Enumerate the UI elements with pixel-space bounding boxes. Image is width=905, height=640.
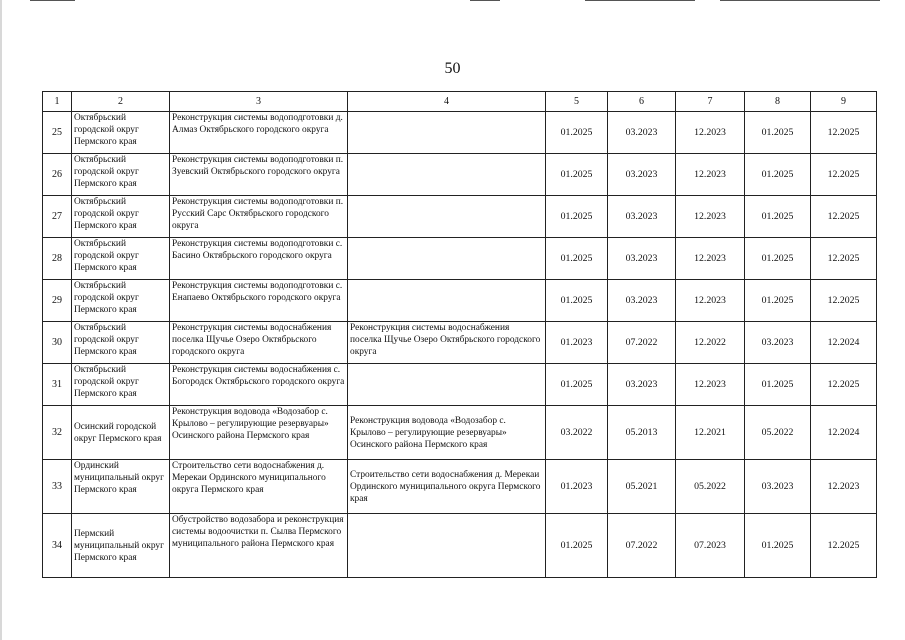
table-row	[43, 406, 877, 460]
document-table	[42, 91, 877, 578]
row-number: 32	[43, 406, 72, 460]
row-number: 34	[43, 514, 72, 578]
project-cell	[348, 196, 546, 238]
date-cell: 07.2022	[608, 514, 676, 578]
date-cell: 01.2025	[745, 154, 811, 196]
date-cell: 03.2023	[745, 460, 811, 514]
row-number: 28	[43, 238, 72, 280]
date-cell: 01.2025	[546, 364, 608, 406]
date-cell: 03.2023	[745, 322, 811, 364]
table-row	[43, 154, 877, 196]
date-cell: 12.2023	[676, 196, 745, 238]
row-number: 26	[43, 154, 72, 196]
date-cell: 01.2025	[546, 196, 608, 238]
date-cell: 05.2013	[608, 406, 676, 460]
date-cell: 12.2024	[811, 406, 877, 460]
date-cell: 12.2025	[811, 196, 877, 238]
date-cell: 01.2025	[546, 154, 608, 196]
object-cell: Реконструкция системы водоподготовки п. Русский Сарс Октябрьского городского округа	[170, 196, 348, 238]
top-rule	[30, 0, 75, 1]
column-header: 6	[608, 92, 676, 112]
municipality-cell: Пермский муниципальный округ Пермского края	[72, 514, 170, 578]
object-cell: Строительство сети водоснабжения д. Мерекаи Ординского муниципального округа Пермского края	[170, 460, 348, 514]
municipality-cell: Октябрьский городской округ Пермского края	[72, 196, 170, 238]
date-cell: 12.2025	[811, 112, 877, 154]
column-header: 9	[811, 92, 877, 112]
date-cell: 03.2023	[608, 238, 676, 280]
date-cell: 01.2023	[546, 322, 608, 364]
column-header: 2	[72, 92, 170, 112]
table-row	[43, 238, 877, 280]
municipality-cell: Октябрьский городской округ Пермского края	[72, 322, 170, 364]
date-cell: 12.2022	[676, 322, 745, 364]
table-row	[43, 322, 877, 364]
municipality-cell: Октябрьский городской округ Пермского края	[72, 238, 170, 280]
object-cell: Реконструкция системы водоподготовки п. Зуевский Октябрьского городского округа	[170, 154, 348, 196]
municipality-cell: Ординский муниципальный округ Пермского края	[72, 460, 170, 514]
header-row	[43, 92, 877, 112]
date-cell: 12.2025	[811, 238, 877, 280]
table-row	[43, 280, 877, 322]
date-cell: 12.2025	[811, 364, 877, 406]
date-cell: 01.2025	[745, 238, 811, 280]
page-edge-shadow	[0, 0, 2, 640]
row-number: 33	[43, 460, 72, 514]
date-cell: 12.2024	[811, 322, 877, 364]
date-cell: 01.2025	[546, 238, 608, 280]
page-number: 50	[444, 60, 461, 77]
table-row	[43, 514, 877, 578]
table-row	[43, 112, 877, 154]
date-cell: 01.2025	[546, 280, 608, 322]
date-cell: 07.2023	[676, 514, 745, 578]
date-cell: 01.2025	[745, 364, 811, 406]
date-cell: 12.2025	[811, 280, 877, 322]
project-cell	[348, 364, 546, 406]
object-cell: Обустройство водозабора и реконструкция системы водоочистки п. Сылва Пермского муниципального района Пермского края	[170, 514, 348, 578]
project-cell	[348, 154, 546, 196]
object-cell: Реконструкция системы водоснабжения с. Богородск Октябрьского городского округа	[170, 364, 348, 406]
column-header: 3	[170, 92, 348, 112]
top-rule	[720, 0, 880, 1]
municipality-cell: Октябрьский городской округ Пермского края	[72, 112, 170, 154]
table-row	[43, 364, 877, 406]
date-cell: 03.2023	[608, 364, 676, 406]
date-cell: 01.2023	[546, 460, 608, 514]
date-cell: 01.2025	[745, 196, 811, 238]
object-cell: Реконструкция системы водоподготовки с. Басино Октябрьского городского округа	[170, 238, 348, 280]
row-number: 25	[43, 112, 72, 154]
project-cell	[348, 238, 546, 280]
column-header: 7	[676, 92, 745, 112]
top-rule	[470, 0, 500, 1]
date-cell: 12.2023	[676, 112, 745, 154]
object-cell: Реконструкция системы водоподготовки с. Енапаево Октябрьского городского округа	[170, 280, 348, 322]
project-cell	[348, 514, 546, 578]
table-row	[43, 196, 877, 238]
object-cell: Реконструкция водовода «Водозабор с. Крылово – регулирующие резервуары» Осинского района Пермского края	[170, 406, 348, 460]
column-header: 5	[546, 92, 608, 112]
row-number: 29	[43, 280, 72, 322]
date-cell: 03.2023	[608, 280, 676, 322]
row-number: 27	[43, 196, 72, 238]
object-cell: Реконструкция системы водоснабжения поселка Щучье Озеро Октябрьского городского округа	[170, 322, 348, 364]
date-cell: 12.2021	[676, 406, 745, 460]
date-cell: 01.2025	[745, 280, 811, 322]
date-cell: 01.2025	[546, 514, 608, 578]
municipality-cell: Октябрьский городской округ Пермского края	[72, 364, 170, 406]
column-header: 8	[745, 92, 811, 112]
date-cell: 03.2023	[608, 112, 676, 154]
table-row	[43, 460, 877, 514]
date-cell: 12.2025	[811, 154, 877, 196]
project-cell	[348, 112, 546, 154]
date-cell: 05.2021	[608, 460, 676, 514]
date-cell: 03.2023	[608, 154, 676, 196]
date-cell: 12.2025	[811, 514, 877, 578]
object-cell: Реконструкция системы водоподготовки д. Алмаз Октябрьского городского округа	[170, 112, 348, 154]
top-rule	[585, 0, 695, 1]
column-header: 4	[348, 92, 546, 112]
project-cell: Строительство сети водоснабжения д. Мерекаи Ординского муниципального округа Пермского края	[348, 460, 546, 514]
date-cell: 03.2023	[608, 196, 676, 238]
date-cell: 01.2025	[745, 514, 811, 578]
date-cell: 01.2025	[546, 112, 608, 154]
date-cell: 03.2022	[546, 406, 608, 460]
date-cell: 01.2025	[745, 112, 811, 154]
date-cell: 07.2022	[608, 322, 676, 364]
project-cell: Реконструкция системы водоснабжения поселка Щучье Озеро Октябрьского городского округа	[348, 322, 546, 364]
date-cell: 12.2023	[676, 364, 745, 406]
date-cell: 05.2022	[745, 406, 811, 460]
date-cell: 05.2022	[676, 460, 745, 514]
project-cell: Реконструкция водовода «Водозабор с. Крылово – регулирующие резервуары» Осинского района Пермского края	[348, 406, 546, 460]
date-cell: 12.2023	[676, 154, 745, 196]
project-cell	[348, 280, 546, 322]
municipality-cell: Октябрьский городской округ Пермского края	[72, 154, 170, 196]
municipality-cell: Октябрьский городской округ Пермского края	[72, 280, 170, 322]
municipality-cell: Осинский городской округ Пермского края	[72, 406, 170, 460]
column-header: 1	[43, 92, 72, 112]
date-cell: 12.2023	[676, 280, 745, 322]
row-number: 31	[43, 364, 72, 406]
date-cell: 12.2023	[811, 460, 877, 514]
date-cell: 12.2023	[676, 238, 745, 280]
row-number: 30	[43, 322, 72, 364]
